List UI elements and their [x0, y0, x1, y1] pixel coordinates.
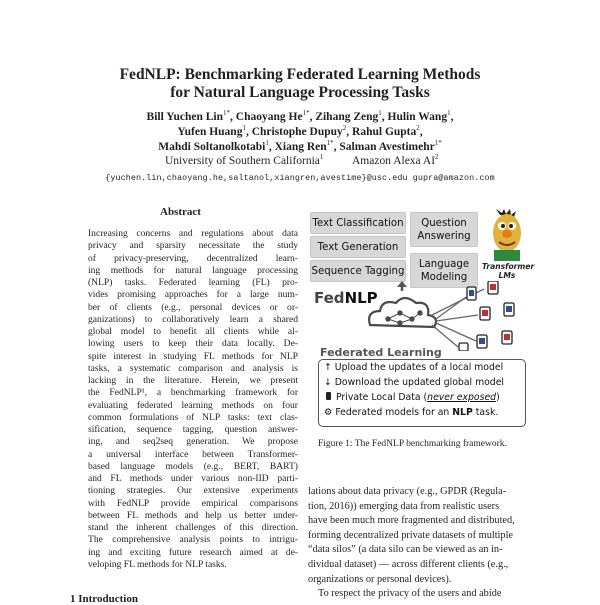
author-name: Mahdi Soltanolkotabi	[158, 140, 266, 153]
phone-icon	[326, 392, 331, 400]
body-line: tion, 2016)) emerging data from realistic users	[308, 500, 500, 512]
figure-caption: Figure 1: The FedNLP benchmarking framework.	[318, 439, 507, 449]
paper-title-line2: for Natural Language Processing Tasks	[170, 84, 430, 101]
abstract-line: Increasing concerns and regulations about data	[88, 228, 298, 239]
abstract-line: (NLP) tasks. Federated learning (FL) pro-	[88, 277, 298, 288]
author-line-3: Mahdi Soltanolkotabi$^1$, Xiang Ren$^{1*}$, Salman Avestimehr$^{1*}$	[158, 139, 442, 153]
fednlp-figure	[308, 209, 534, 431]
figure-legend	[318, 359, 526, 427]
section-heading-introduction: 1 Introduction	[70, 593, 138, 605]
author-line-1: Bill Yuchen Lin$^{1*}$, Chaoyang $He^{1*}$, Zihang Zeng$^1$, Hulin Wang$^1$,	[146, 109, 454, 123]
abstract-line: between FL methods and help us better under-	[88, 509, 298, 521]
abstract-body	[88, 228, 298, 571]
author-name: Bill Yuchen Lin	[146, 110, 224, 123]
author-name: Rahul Gupta	[352, 125, 417, 138]
abstract-line: veloping FL methods for NLP tasks.	[88, 558, 227, 570]
author-name: Xiang Ren	[274, 140, 327, 153]
body-line: To respect the privacy of the users and abide	[318, 588, 502, 600]
paper-title-line1: FedNLP: Benchmarking Federated Learning Methods	[119, 66, 481, 83]
task-sequence-tagging: Sequence Tagging	[310, 260, 406, 282]
transformer-label: Transformer LMs	[482, 262, 535, 280]
down-arrow-icon: ↓	[324, 377, 332, 388]
author-name: Hulin Wang	[387, 110, 448, 123]
abstract-line: tasks, a systematic comparison and analysis is	[88, 362, 298, 374]
legend-private-data: Private Local Data (never exposed)	[324, 392, 500, 403]
abstract-line: ber of clients (e.g., personal devices or or-	[88, 301, 298, 313]
abstract-line: ing methods for natural language processing	[88, 264, 298, 276]
body-line: organizations or personal devices).	[308, 573, 452, 585]
affiliation-1: University of Southern California$^1$	[165, 153, 324, 167]
body-line: forming decentralized private datasets of multiple	[308, 529, 514, 541]
legend-download: ↓ Download the updated global model	[324, 377, 505, 388]
task-question-answering: Question Answering	[410, 212, 478, 247]
author-name: Christophe Dupuy	[251, 125, 343, 138]
author-line-2: Yufen Huang$^1$, Christophe Dupuy$^2$, Rahul Gupta$^2$,	[177, 124, 423, 138]
abstract-line: ing, and seq2seq generation. We propose	[88, 436, 298, 448]
abstract-line: with FedNLP provide empirical comparisons	[88, 497, 298, 509]
abstract-line: lowing users to keep their data locally. De-	[88, 338, 298, 350]
legend-federated-models: ⚙ Federated models for an NLP task.	[324, 407, 499, 418]
body-paragraph	[308, 485, 522, 602]
body-line: “data silos” (a data silo can be viewed as an in-	[308, 544, 503, 556]
abstract-line: sification, sequence tagging, question answer-	[88, 424, 298, 435]
abstract-line: and FL methods under various non-IID parti-	[88, 473, 298, 484]
abstract-line: common formulations of NLP tasks: text clas-	[88, 411, 298, 423]
abstract-line: based language models (e.g., BERT, BART)	[88, 460, 298, 472]
author-name: Chaoyang He	[235, 110, 303, 123]
body-line: have been much more fragmented and distributed,	[308, 515, 515, 527]
author-name: Zihang Zeng	[315, 110, 379, 123]
abstract-line: privacy and sparsity necessitate the study	[88, 240, 298, 252]
abstract-line: The comprehensive analysis points to intrigu-	[88, 534, 298, 546]
abstract-heading: Abstract	[160, 206, 201, 218]
task-text-generation: Text Generation	[310, 236, 406, 258]
body-line: lations about data privacy (e.g., GPDR (Regula-	[308, 486, 507, 497]
abstract-line: ganizations) to collaboratively learn a shared	[88, 313, 298, 325]
abstract-line: spite interest in studying FL methods for NLP	[88, 350, 298, 362]
task-language-modeling: Language Modeling	[410, 253, 478, 288]
up-arrow-icon: ↑	[324, 362, 332, 373]
affiliation-2: Amazon Alexa $AI^2$	[352, 153, 439, 167]
abstract-line: global model to benefit all clients while al-	[88, 326, 298, 337]
body-line: dividual dataset) — across different clients (e.g.,	[308, 558, 509, 570]
abstract-line: ing and exciting future research aimed at de-	[88, 546, 298, 558]
model-icon: ⚙	[324, 407, 333, 418]
abstract-line: of privacy-preserving, decentralized learn-	[88, 252, 298, 264]
abstract-line: lacking in the literature. Herein, we present	[88, 375, 298, 386]
author-emails: {yuchen.lin,chaoyang.he,saltanol,xiangren,avestime}@usc.edu gupra@amazon.com	[105, 173, 495, 183]
task-text-classification: Text Classification	[310, 212, 406, 234]
transformer-mascot-icon	[486, 209, 530, 261]
legend-upload: ↑ Upload the updates of a local model	[324, 362, 504, 373]
abstract-line: vides promising approaches for a large num-	[88, 289, 298, 301]
abstract-line: stand the inherent challenges of this direction.	[88, 522, 298, 533]
abstract-line: a universal interface between Transformer-	[88, 448, 298, 460]
federated-network-diagram	[308, 281, 534, 351]
author-name: Salman Avestimehr	[339, 140, 435, 153]
author-name: Yufen Huang	[177, 125, 243, 138]
abstract-line: the FedNLP¹, a benchmarking framework for	[88, 387, 298, 399]
abstract-line: evaluating federated learning methods on four	[88, 399, 298, 411]
federated-learning-label: Federated Learning	[320, 346, 442, 359]
abstract-line: tioning strategies. Our extensive experiments	[88, 485, 298, 497]
fednlp-brand: FedNLP	[314, 289, 378, 307]
